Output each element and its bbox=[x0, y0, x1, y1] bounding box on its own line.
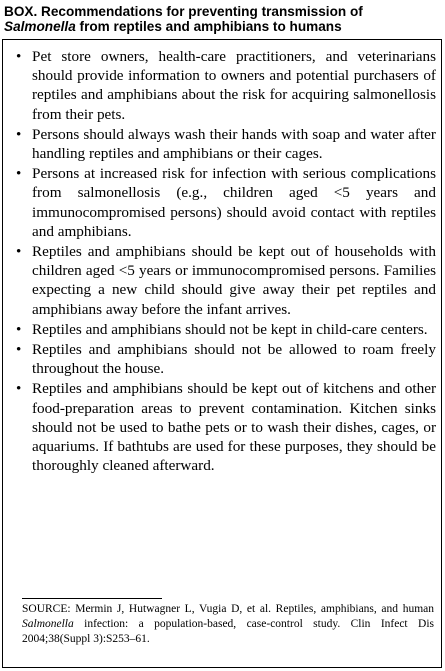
box-title-italic: Salmonella bbox=[4, 19, 76, 34]
recommendation-text: Reptiles and amphibians should not be allowed to roam freely throughout the house. bbox=[32, 341, 436, 378]
box-title-prefix: BOX. Recommendations for preventing transmission of bbox=[4, 4, 363, 19]
list-item bbox=[16, 125, 436, 163]
source-citation bbox=[22, 602, 434, 647]
source-text-after: infection: a population-based, case-control study. Clin Infect Dis 2004;38(Suppl 3):S253–61. bbox=[22, 618, 434, 645]
recommendation-text: Persons at increased risk for infection with serious complications from salmonellosis (e.g., children aged <5 years and immunocompromised persons) should avoid contact with reptiles and amphibians. bbox=[32, 165, 436, 240]
source-text-before: Mermin J, Hutwagner L, Vugia D, et al. Reptiles, amphibians, and human bbox=[70, 603, 434, 615]
bullet-icon: • bbox=[16, 165, 22, 183]
bullet-icon: • bbox=[16, 380, 22, 398]
source-divider bbox=[22, 598, 162, 599]
source-label: SOURCE: bbox=[22, 603, 71, 615]
recommendation-text: Reptiles and amphibians should be kept out of kitchens and other food-preparation areas to prevent contamination. Kitchen sinks should not be used to bathe pets or to wash their dishes, cages, or aquariums. If bathtubs are used for these purposes, they should be thoroughly cleaned afterward. bbox=[32, 380, 436, 475]
box-title-suffix: from reptiles and amphibians to humans bbox=[75, 19, 342, 34]
list-item bbox=[16, 242, 436, 319]
box-title bbox=[4, 4, 442, 34]
bullet-icon: • bbox=[16, 341, 22, 359]
source-italic: Salmonella bbox=[22, 618, 74, 630]
list-item bbox=[16, 47, 436, 124]
recommendation-text: Reptiles and amphibians should not be kept in child-care centers. bbox=[32, 320, 428, 338]
list-item bbox=[16, 164, 436, 241]
bullet-icon: • bbox=[16, 48, 22, 65]
recommendation-text: Persons should always wash their hands with soap and water after handling reptiles and amphibians or their cages. bbox=[32, 125, 436, 163]
bullet-icon: • bbox=[16, 320, 22, 338]
list-item bbox=[16, 320, 436, 339]
list-item bbox=[16, 379, 436, 475]
recommendation-text: Pet store owners, health-care practitioners, and veterinarians should provide information to owners and potential purchasers of reptiles and amphibians about the risk for acquiring salmonellosis from their pets. bbox=[32, 48, 436, 123]
recommendation-list bbox=[16, 47, 436, 476]
list-item bbox=[16, 340, 436, 378]
bullet-icon: • bbox=[16, 125, 22, 143]
bullet-icon: • bbox=[16, 243, 22, 261]
recommendation-text: Reptiles and amphibians should be kept out of households with children aged <5 years or immunocompromised persons. Families expecting a new child should give away their pet reptiles and amphibians away before the infant arrives. bbox=[32, 243, 436, 318]
